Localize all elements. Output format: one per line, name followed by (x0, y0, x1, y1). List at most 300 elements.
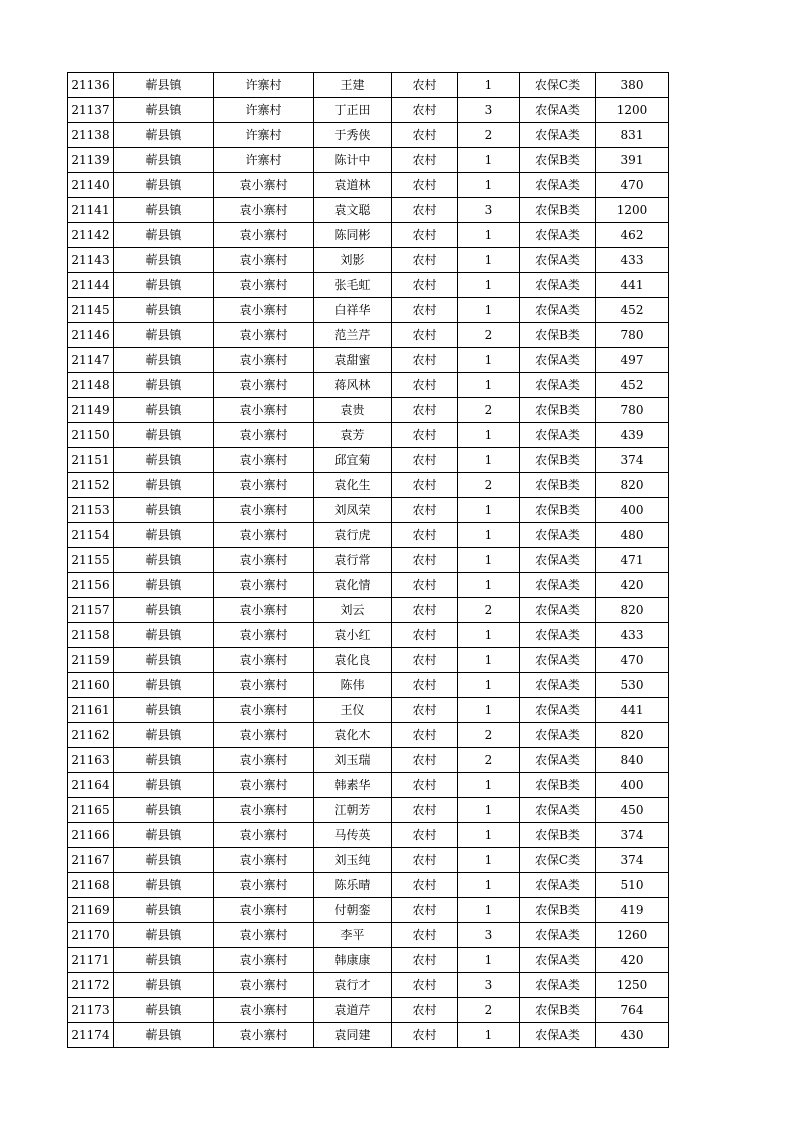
village-cell: 袁小寨村 (214, 898, 314, 923)
area-type-cell: 农村 (392, 98, 458, 123)
town-cell: 蕲县镇 (114, 873, 214, 898)
village-cell: 袁小寨村 (214, 1023, 314, 1048)
area-type-cell: 农村 (392, 548, 458, 573)
area-type-cell: 农村 (392, 898, 458, 923)
amount-cell: 462 (596, 223, 669, 248)
amount-cell: 530 (596, 673, 669, 698)
town-cell: 蕲县镇 (114, 273, 214, 298)
area-type-cell: 农村 (392, 173, 458, 198)
household-count-cell: 1 (458, 1023, 520, 1048)
name-cell: 付朝銮 (314, 898, 392, 923)
table-row (68, 148, 669, 173)
area-type-cell: 农村 (392, 423, 458, 448)
household-count-cell: 3 (458, 923, 520, 948)
category-cell: 农保B类 (520, 398, 596, 423)
amount-cell: 441 (596, 698, 669, 723)
serial-cell: 21138 (68, 123, 114, 148)
area-type-cell: 农村 (392, 148, 458, 173)
name-cell: 韩素华 (314, 773, 392, 798)
serial-cell: 21141 (68, 198, 114, 223)
village-cell: 袁小寨村 (214, 548, 314, 573)
village-cell: 袁小寨村 (214, 298, 314, 323)
serial-cell: 21156 (68, 573, 114, 598)
name-cell: 袁道芹 (314, 998, 392, 1023)
serial-cell: 21174 (68, 1023, 114, 1048)
category-cell: 农保A类 (520, 373, 596, 398)
household-count-cell: 1 (458, 298, 520, 323)
area-type-cell: 农村 (392, 648, 458, 673)
category-cell: 农保A类 (520, 423, 596, 448)
serial-cell: 21160 (68, 673, 114, 698)
amount-cell: 764 (596, 998, 669, 1023)
serial-cell: 21162 (68, 723, 114, 748)
area-type-cell: 农村 (392, 873, 458, 898)
amount-cell: 433 (596, 623, 669, 648)
serial-cell: 21171 (68, 948, 114, 973)
category-cell: 农保A类 (520, 873, 596, 898)
serial-cell: 21143 (68, 248, 114, 273)
village-cell: 袁小寨村 (214, 598, 314, 623)
amount-cell: 510 (596, 873, 669, 898)
village-cell: 袁小寨村 (214, 923, 314, 948)
table-row (68, 323, 669, 348)
area-type-cell: 农村 (392, 598, 458, 623)
name-cell: 刘玉纯 (314, 848, 392, 873)
household-count-cell: 1 (458, 673, 520, 698)
category-cell: 农保A类 (520, 248, 596, 273)
serial-cell: 21168 (68, 873, 114, 898)
category-cell: 农保B类 (520, 498, 596, 523)
town-cell: 蕲县镇 (114, 498, 214, 523)
table-row (68, 973, 669, 998)
area-type-cell: 农村 (392, 498, 458, 523)
village-cell: 袁小寨村 (214, 673, 314, 698)
town-cell: 蕲县镇 (114, 573, 214, 598)
name-cell: 丁正田 (314, 98, 392, 123)
table-body (68, 73, 669, 1048)
table-row (68, 123, 669, 148)
name-cell: 李平 (314, 923, 392, 948)
household-count-cell: 2 (458, 723, 520, 748)
household-count-cell: 1 (458, 73, 520, 98)
table-row (68, 673, 669, 698)
amount-cell: 391 (596, 148, 669, 173)
table-row (68, 298, 669, 323)
area-type-cell: 农村 (392, 1023, 458, 1048)
table-row (68, 98, 669, 123)
name-cell: 陈计中 (314, 148, 392, 173)
table-row (68, 848, 669, 873)
town-cell: 蕲县镇 (114, 223, 214, 248)
town-cell: 蕲县镇 (114, 598, 214, 623)
household-count-cell: 1 (458, 698, 520, 723)
town-cell: 蕲县镇 (114, 998, 214, 1023)
household-count-cell: 1 (458, 523, 520, 548)
name-cell: 陈同彬 (314, 223, 392, 248)
household-count-cell: 2 (458, 123, 520, 148)
serial-cell: 21163 (68, 748, 114, 773)
town-cell: 蕲县镇 (114, 398, 214, 423)
amount-cell: 400 (596, 498, 669, 523)
category-cell: 农保B类 (520, 198, 596, 223)
category-cell: 农保A类 (520, 723, 596, 748)
serial-cell: 21173 (68, 998, 114, 1023)
amount-cell: 820 (596, 723, 669, 748)
area-type-cell: 农村 (392, 823, 458, 848)
amount-cell: 831 (596, 123, 669, 148)
name-cell: 陈乐晴 (314, 873, 392, 898)
name-cell: 陈伟 (314, 673, 392, 698)
serial-cell: 21146 (68, 323, 114, 348)
serial-cell: 21167 (68, 848, 114, 873)
table-row (68, 573, 669, 598)
town-cell: 蕲县镇 (114, 948, 214, 973)
household-count-cell: 3 (458, 98, 520, 123)
amount-cell: 400 (596, 773, 669, 798)
amount-cell: 820 (596, 473, 669, 498)
area-type-cell: 农村 (392, 723, 458, 748)
category-cell: 农保A类 (520, 673, 596, 698)
village-cell: 许寨村 (214, 148, 314, 173)
household-count-cell: 3 (458, 973, 520, 998)
name-cell: 刘凤荣 (314, 498, 392, 523)
village-cell: 袁小寨村 (214, 698, 314, 723)
amount-cell: 452 (596, 298, 669, 323)
serial-cell: 21166 (68, 823, 114, 848)
name-cell: 袁文聪 (314, 198, 392, 223)
serial-cell: 21149 (68, 398, 114, 423)
name-cell: 范兰芹 (314, 323, 392, 348)
category-cell: 农保A类 (520, 948, 596, 973)
area-type-cell: 农村 (392, 373, 458, 398)
table-row (68, 248, 669, 273)
area-type-cell: 农村 (392, 673, 458, 698)
table-row (68, 423, 669, 448)
amount-cell: 374 (596, 848, 669, 873)
table-row (68, 823, 669, 848)
area-type-cell: 农村 (392, 798, 458, 823)
town-cell: 蕲县镇 (114, 173, 214, 198)
table-row (68, 223, 669, 248)
village-cell: 袁小寨村 (214, 448, 314, 473)
area-type-cell: 农村 (392, 248, 458, 273)
town-cell: 蕲县镇 (114, 248, 214, 273)
serial-cell: 21140 (68, 173, 114, 198)
name-cell: 袁甜蜜 (314, 348, 392, 373)
village-cell: 袁小寨村 (214, 373, 314, 398)
household-count-cell: 2 (458, 323, 520, 348)
table-row (68, 948, 669, 973)
amount-cell: 450 (596, 798, 669, 823)
name-cell: 蒋风林 (314, 373, 392, 398)
table-row (68, 1023, 669, 1048)
name-cell: 韩康康 (314, 948, 392, 973)
area-type-cell: 农村 (392, 73, 458, 98)
area-type-cell: 农村 (392, 398, 458, 423)
amount-cell: 420 (596, 948, 669, 973)
amount-cell: 840 (596, 748, 669, 773)
amount-cell: 480 (596, 523, 669, 548)
area-type-cell: 农村 (392, 973, 458, 998)
name-cell: 袁行虎 (314, 523, 392, 548)
town-cell: 蕲县镇 (114, 748, 214, 773)
table-row (68, 548, 669, 573)
household-count-cell: 1 (458, 248, 520, 273)
name-cell: 袁同建 (314, 1023, 392, 1048)
town-cell: 蕲县镇 (114, 673, 214, 698)
table-row (68, 898, 669, 923)
area-type-cell: 农村 (392, 698, 458, 723)
area-type-cell: 农村 (392, 748, 458, 773)
serial-cell: 21150 (68, 423, 114, 448)
town-cell: 蕲县镇 (114, 123, 214, 148)
village-cell: 袁小寨村 (214, 398, 314, 423)
town-cell: 蕲县镇 (114, 423, 214, 448)
area-type-cell: 农村 (392, 298, 458, 323)
data-table (67, 72, 669, 1048)
town-cell: 蕲县镇 (114, 973, 214, 998)
village-cell: 袁小寨村 (214, 748, 314, 773)
town-cell: 蕲县镇 (114, 923, 214, 948)
name-cell: 刘玉瑞 (314, 748, 392, 773)
amount-cell: 780 (596, 323, 669, 348)
table-row (68, 748, 669, 773)
town-cell: 蕲县镇 (114, 323, 214, 348)
name-cell: 袁行常 (314, 548, 392, 573)
serial-cell: 21144 (68, 273, 114, 298)
table-row (68, 173, 669, 198)
household-count-cell: 2 (458, 598, 520, 623)
serial-cell: 21169 (68, 898, 114, 923)
table-row (68, 648, 669, 673)
name-cell: 张毛虹 (314, 273, 392, 298)
serial-cell: 21161 (68, 698, 114, 723)
amount-cell: 1250 (596, 973, 669, 998)
village-cell: 袁小寨村 (214, 648, 314, 673)
town-cell: 蕲县镇 (114, 723, 214, 748)
category-cell: 农保A类 (520, 698, 596, 723)
household-count-cell: 1 (458, 648, 520, 673)
town-cell: 蕲县镇 (114, 98, 214, 123)
household-count-cell: 1 (458, 773, 520, 798)
category-cell: 农保A类 (520, 273, 596, 298)
village-cell: 许寨村 (214, 73, 314, 98)
household-count-cell: 1 (458, 948, 520, 973)
amount-cell: 1200 (596, 98, 669, 123)
category-cell: 农保B类 (520, 473, 596, 498)
table-row (68, 723, 669, 748)
household-count-cell: 1 (458, 548, 520, 573)
category-cell: 农保A类 (520, 973, 596, 998)
household-count-cell: 1 (458, 848, 520, 873)
village-cell: 袁小寨村 (214, 473, 314, 498)
name-cell: 袁道林 (314, 173, 392, 198)
serial-cell: 21147 (68, 348, 114, 373)
serial-cell: 21159 (68, 648, 114, 673)
name-cell: 袁化良 (314, 648, 392, 673)
table-row (68, 273, 669, 298)
table-row (68, 448, 669, 473)
amount-cell: 380 (596, 73, 669, 98)
village-cell: 袁小寨村 (214, 573, 314, 598)
name-cell: 刘影 (314, 248, 392, 273)
village-cell: 袁小寨村 (214, 973, 314, 998)
area-type-cell: 农村 (392, 623, 458, 648)
serial-cell: 21164 (68, 773, 114, 798)
town-cell: 蕲县镇 (114, 373, 214, 398)
amount-cell: 471 (596, 548, 669, 573)
village-cell: 许寨村 (214, 123, 314, 148)
name-cell: 袁行才 (314, 973, 392, 998)
household-count-cell: 1 (458, 448, 520, 473)
table-row (68, 923, 669, 948)
name-cell: 袁化生 (314, 473, 392, 498)
village-cell: 袁小寨村 (214, 948, 314, 973)
category-cell: 农保C类 (520, 73, 596, 98)
area-type-cell: 农村 (392, 223, 458, 248)
village-cell: 袁小寨村 (214, 848, 314, 873)
household-count-cell: 1 (458, 273, 520, 298)
area-type-cell: 农村 (392, 273, 458, 298)
town-cell: 蕲县镇 (114, 523, 214, 548)
town-cell: 蕲县镇 (114, 548, 214, 573)
household-count-cell: 1 (458, 498, 520, 523)
household-count-cell: 2 (458, 473, 520, 498)
category-cell: 农保C类 (520, 848, 596, 873)
area-type-cell: 农村 (392, 348, 458, 373)
amount-cell: 374 (596, 448, 669, 473)
table-row (68, 523, 669, 548)
village-cell: 袁小寨村 (214, 798, 314, 823)
village-cell: 袁小寨村 (214, 773, 314, 798)
category-cell: 农保A类 (520, 1023, 596, 1048)
household-count-cell: 1 (458, 798, 520, 823)
serial-cell: 21145 (68, 298, 114, 323)
town-cell: 蕲县镇 (114, 798, 214, 823)
serial-cell: 21137 (68, 98, 114, 123)
village-cell: 袁小寨村 (214, 623, 314, 648)
village-cell: 袁小寨村 (214, 723, 314, 748)
category-cell: 农保A类 (520, 573, 596, 598)
area-type-cell: 农村 (392, 848, 458, 873)
village-cell: 袁小寨村 (214, 323, 314, 348)
category-cell: 农保A类 (520, 298, 596, 323)
area-type-cell: 农村 (392, 123, 458, 148)
category-cell: 农保A类 (520, 223, 596, 248)
table-row (68, 398, 669, 423)
household-count-cell: 1 (458, 873, 520, 898)
town-cell: 蕲县镇 (114, 648, 214, 673)
amount-cell: 433 (596, 248, 669, 273)
amount-cell: 470 (596, 648, 669, 673)
table-row (68, 198, 669, 223)
category-cell: 农保A类 (520, 748, 596, 773)
village-cell: 袁小寨村 (214, 248, 314, 273)
table-row (68, 998, 669, 1023)
household-count-cell: 2 (458, 998, 520, 1023)
village-cell: 许寨村 (214, 98, 314, 123)
table-row (68, 73, 669, 98)
serial-cell: 21158 (68, 623, 114, 648)
serial-cell: 21170 (68, 923, 114, 948)
town-cell: 蕲县镇 (114, 623, 214, 648)
area-type-cell: 农村 (392, 198, 458, 223)
area-type-cell: 农村 (392, 998, 458, 1023)
name-cell: 于秀侠 (314, 123, 392, 148)
category-cell: 农保A类 (520, 798, 596, 823)
category-cell: 农保B类 (520, 823, 596, 848)
town-cell: 蕲县镇 (114, 448, 214, 473)
table-row (68, 348, 669, 373)
village-cell: 袁小寨村 (214, 223, 314, 248)
category-cell: 农保A类 (520, 923, 596, 948)
name-cell: 袁小红 (314, 623, 392, 648)
category-cell: 农保A类 (520, 98, 596, 123)
household-count-cell: 1 (458, 573, 520, 598)
amount-cell: 419 (596, 898, 669, 923)
amount-cell: 470 (596, 173, 669, 198)
name-cell: 王建 (314, 73, 392, 98)
amount-cell: 374 (596, 823, 669, 848)
category-cell: 农保A类 (520, 648, 596, 673)
town-cell: 蕲县镇 (114, 773, 214, 798)
household-count-cell: 1 (458, 373, 520, 398)
area-type-cell: 农村 (392, 573, 458, 598)
serial-cell: 21165 (68, 798, 114, 823)
amount-cell: 497 (596, 348, 669, 373)
name-cell: 马传英 (314, 823, 392, 848)
amount-cell: 780 (596, 398, 669, 423)
village-cell: 袁小寨村 (214, 998, 314, 1023)
village-cell: 袁小寨村 (214, 198, 314, 223)
table-row (68, 873, 669, 898)
serial-cell: 21139 (68, 148, 114, 173)
amount-cell: 420 (596, 573, 669, 598)
serial-cell: 21172 (68, 973, 114, 998)
town-cell: 蕲县镇 (114, 698, 214, 723)
category-cell: 农保B类 (520, 323, 596, 348)
serial-cell: 21136 (68, 73, 114, 98)
serial-cell: 21148 (68, 373, 114, 398)
household-count-cell: 1 (458, 623, 520, 648)
household-count-cell: 1 (458, 898, 520, 923)
category-cell: 农保B类 (520, 448, 596, 473)
name-cell: 王仪 (314, 698, 392, 723)
serial-cell: 21152 (68, 473, 114, 498)
amount-cell: 452 (596, 373, 669, 398)
serial-cell: 21157 (68, 598, 114, 623)
table-row (68, 773, 669, 798)
category-cell: 农保A类 (520, 173, 596, 198)
name-cell: 江朝芳 (314, 798, 392, 823)
table-row (68, 598, 669, 623)
area-type-cell: 农村 (392, 773, 458, 798)
town-cell: 蕲县镇 (114, 1023, 214, 1048)
area-type-cell: 农村 (392, 323, 458, 348)
name-cell: 袁芳 (314, 423, 392, 448)
household-count-cell: 1 (458, 348, 520, 373)
serial-cell: 21151 (68, 448, 114, 473)
category-cell: 农保A类 (520, 348, 596, 373)
village-cell: 袁小寨村 (214, 423, 314, 448)
household-count-cell: 1 (458, 423, 520, 448)
category-cell: 农保A类 (520, 548, 596, 573)
serial-cell: 21142 (68, 223, 114, 248)
household-count-cell: 2 (458, 748, 520, 773)
amount-cell: 430 (596, 1023, 669, 1048)
town-cell: 蕲县镇 (114, 298, 214, 323)
village-cell: 袁小寨村 (214, 873, 314, 898)
